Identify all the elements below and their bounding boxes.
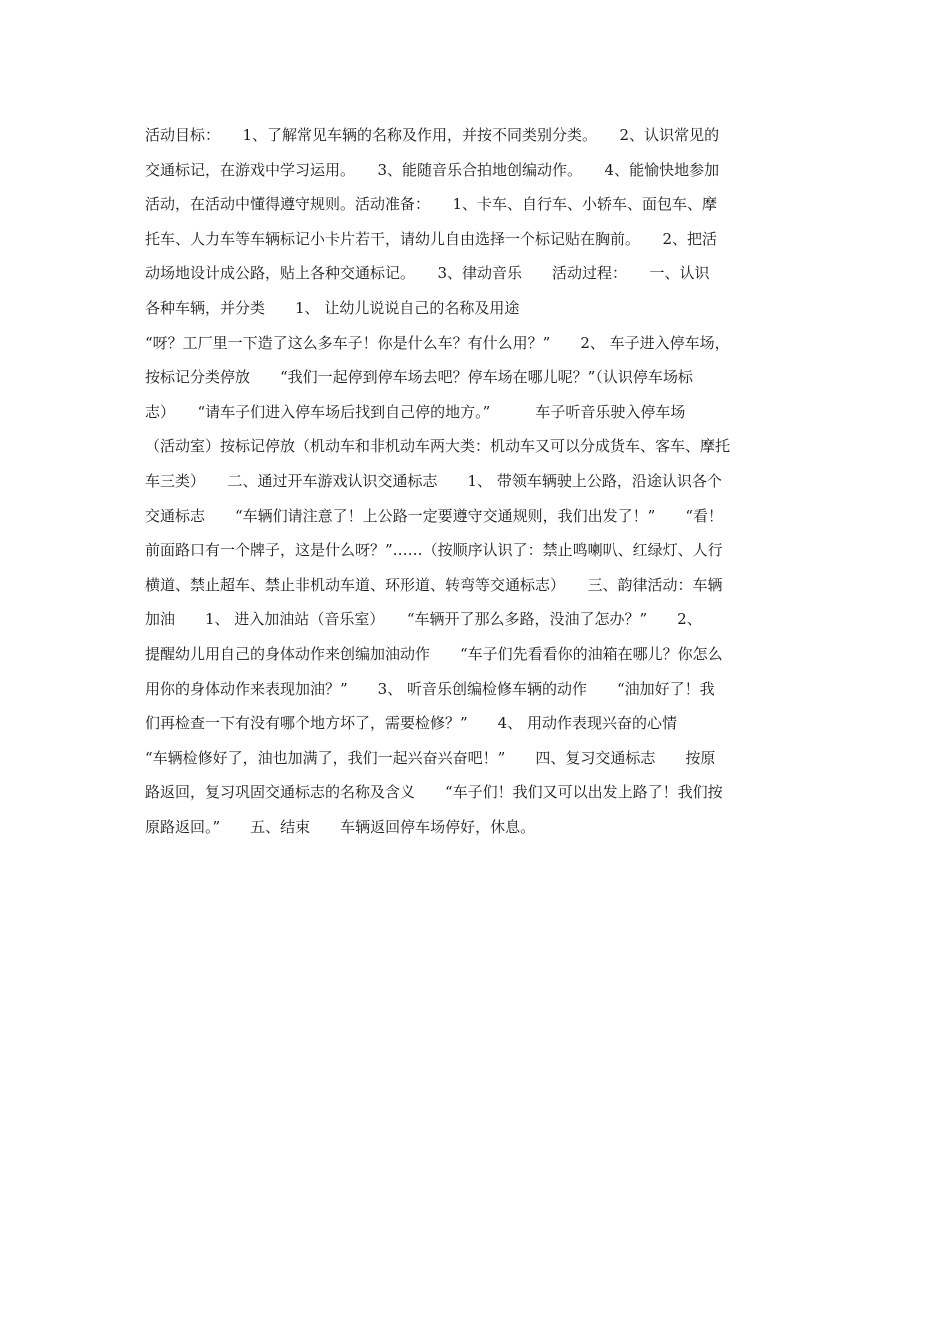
text-line: 活动目标： 1、了解常见车辆的名称及作用，并按不同类别分类。 2、认识常见的 [145,126,720,144]
text-line: 托车、人力车等车辆标记小卡片若干，请幼儿自由选择一个标记贴在胸前。 2、把活 [145,229,718,248]
document-body [145,118,815,844]
text-line: 各种车辆，并分类 1、 让幼儿说说自己的名称及用途 [145,298,520,317]
text-line: 加油 1、 进入加油站（音乐室） “车辆开了那么多路，没油了怎办？” 2、 [145,610,702,629]
text-line: 车三类） 二、通过开车游戏认识交通标志 1、 带领车辆驶上公路，沿途认识各个 [145,471,722,490]
text-line: 动场地设计成公路，贴上各种交通标记。 3、律动音乐 活动过程： 一、认识 [145,264,710,283]
text-line: 志） “请车子们进入停车场后找到自己停的地方。” 车子听音乐驶入停车场 [145,402,686,421]
text-line: 路返回，复习巩固交通标志的名称及含义 “车子们！我们又可以出发上路了！我们按 [145,783,723,802]
text-line: （活动室）按标记停放（机动车和非机动车两大类：机动车又可以分成货车、客车、摩托 [145,437,731,456]
text-line: 按标记分类停放 “我们一起停到停车场去吧？停车场在哪儿呢？”（认识停车场标 [145,368,693,387]
text-line: 交通标志 “车辆们请注意了！上公路一定要遵守交通规则，我们出发了！” “看！ [145,506,724,525]
text-line: 原路返回。” 五、结束 车辆返回停车场停好，休息。 [145,817,536,836]
text-line: 横道、禁止超车、禁止非机动车道、环形道、转弯等交通标志） 三、韵律活动：车辆 [145,575,723,594]
text-line: “呀？工厂里一下造了这么多车子！你是什么车？有什么用？” 2、 车子进入停车场， [145,333,730,352]
text-line: 们再检查一下有没有哪个地方坏了，需要检修？” 4、 用动作表现兴奋的心情 [145,714,677,733]
text-line: 交通标记，在游戏中学习运用。 3、能随音乐合拍地创编动作。 4、能愉快地参加 [145,160,720,179]
text-line: 活动，在活动中懂得遵守规则。活动准备： 1、卡车、自行车、小轿车、面包车、摩 [145,195,718,214]
text-line: 用你的身体动作来表现加油？” 3、 听音乐创编检修车辆的动作 “油加好了！我 [145,679,715,698]
text-line: 提醒幼儿用自己的身体动作来创编加油动作 “车子们先看看你的油箱在哪儿？你怎么 [145,644,723,663]
text-line: “车辆检修好了，油也加满了，我们一起兴奋兴奋吧！” 四、复习交通标志 按原 [145,748,716,767]
text-line: 前面路口有一个牌子，这是什么呀？”……（按顺序认识了：禁止鸣喇叭、红绿灯、人行 [145,541,723,560]
